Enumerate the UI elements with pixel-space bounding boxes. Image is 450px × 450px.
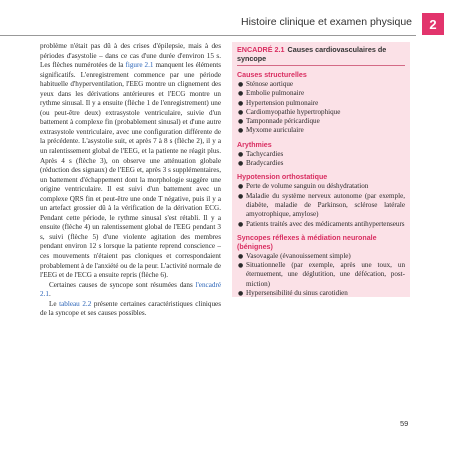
bullet-icon: ● xyxy=(238,150,244,158)
bullet-icon: ● xyxy=(238,118,244,126)
figure-2-1-link[interactable]: figure 2.1 xyxy=(125,61,154,70)
header-rule xyxy=(0,35,416,36)
tableau-2-2-link[interactable]: tableau 2.2 xyxy=(59,299,92,308)
paragraph-3-text-b: présente certaines caractéristiques cliniques de la syncope et ses causes possibles. xyxy=(40,299,221,318)
bullet-icon: ● xyxy=(238,108,244,116)
bullet-icon: ● xyxy=(238,160,244,168)
bullet-icon: ● xyxy=(238,220,244,228)
list-item: ● Tachycardies xyxy=(238,149,284,158)
section-heading-arythmies: Arythmies xyxy=(237,140,272,149)
list-item: ● Tamponnade péricardique xyxy=(238,117,320,126)
paragraph-3 xyxy=(40,300,221,319)
chapter-number-badge: 2 xyxy=(422,13,444,35)
running-header xyxy=(0,13,450,35)
list-item: ● Embolie pulmonaire xyxy=(238,89,305,98)
bullet-icon: ● xyxy=(238,262,244,270)
bullet-icon: ● xyxy=(238,99,244,107)
box-title xyxy=(237,45,405,66)
paragraph-2-text-b: . xyxy=(48,290,51,299)
list-item: ● Perte de volume sanguin ou déshydratation xyxy=(238,182,369,191)
paragraph-3-text-a: Le xyxy=(49,299,60,308)
bullet-icon: ● xyxy=(238,290,244,298)
list-structural xyxy=(237,80,405,136)
page-number: 59 xyxy=(400,419,409,428)
list-reflexes xyxy=(237,252,405,298)
list-item: ● Maladie du système nerveux autonome (par exemple, diabète, maladie de Parkinson, sclérose latérale amyotrophique, amylose) xyxy=(238,191,405,219)
section-heading-structural: Causes structurelles xyxy=(237,71,307,79)
list-item: ● Bradycardies xyxy=(238,159,284,168)
list-arythmies xyxy=(237,150,405,169)
list-orthostatique xyxy=(237,182,405,228)
list-item: ● Cardiomyopathie hypertrophique xyxy=(238,107,341,116)
bullet-icon: ● xyxy=(238,252,244,260)
list-item: ● Vasovagale (évanouissement simple) xyxy=(238,251,351,260)
paragraph-1-text-b: manquent les éléments significatifs. L'enregistrement commence par une période habituelle d'hyperventilation, l'EEG montre un clignement des yeux dans les dérivations antérieures et l'ECG montre un rythme sinusal. Il y a ensuite (flèche 1 de l'enregistrement) une (ou peut-être deux) extrasystole ventriculaire, suivie d'un battement à complexe fin (probablement sinusal) et d'une autre extrasystole ventriculaire, avec une configuration différente de la précédente. L'asystolie suit, et après 7 à 8 s (flèche 2), il y a un ralentissement global de l'EEG, et la patiente ne réagit plus. Après 4 s (flèche 3), on observe une atténuation globale (réduction des signaux) de l'EEG et, après 3 s supplémentaires, un battement d'échappement dont la morphologie suggère une origine ventriculaire. Il est suivi d'un battement avec un complexe QRS fin et peut-être une onde T négative, puis il y a un artefact grossier dû à la vérification de la dérivation ECG. Pendant cette période, le rythme sinusal s'est rétabli. Il y a ensuite (flèche 4) un ralentissement global de l'EEG pendant 3 s, suivi (flèche 5) d'une violente agitation des membres pendant environ 12 s lorsque la patiente reprend conscience – ces mouvements n'étaient pas cloniques et correspondaient probablement à de l'anxiété ou de la peur. L'activité normale de l'EEG et de l'ECG a ensuite repris (flèche 6). xyxy=(40,61,221,280)
bullet-icon: ● xyxy=(238,192,244,200)
list-item: ● Patients traités avec des médicaments antihypertenseurs xyxy=(238,219,405,228)
bullet-icon: ● xyxy=(238,127,244,135)
list-item: ● Myxome auriculaire xyxy=(238,126,304,135)
bullet-icon: ● xyxy=(238,81,244,88)
paragraph-1 xyxy=(40,42,221,281)
section-heading-reflexes: Syncopes réflexes à médiation neuronale (bénignes) xyxy=(237,233,377,251)
header-title: Histoire clinique et examen physique xyxy=(240,16,412,28)
list-item: ● Sténose aortique xyxy=(238,80,294,88)
section-heading-orthostatique: Hypotension orthostatique xyxy=(237,173,328,182)
bullet-icon: ● xyxy=(238,90,244,98)
bullet-icon: ● xyxy=(238,183,244,191)
body-text-column xyxy=(40,42,221,319)
box-label: ENCADRÉ 2.1 xyxy=(237,45,285,54)
list-item: ● Hypertension pulmonaire xyxy=(238,98,319,107)
list-item: ● Hypersensibilité du sinus carotidien xyxy=(238,289,348,298)
paragraph-2-text-a: Certaines causes de syncope sont résumées dans xyxy=(49,280,196,289)
list-item: ● Situationnelle (par exemple, après une toux, un éternuement, une déglutition, une défécation, post-miction) xyxy=(238,261,405,288)
box-title-text: Causes cardiovasculaires de syncope xyxy=(237,45,387,63)
encadre-2-1-link[interactable]: l'encadré 2.1 xyxy=(40,280,221,299)
paragraph-1-text-a: problème n'était pas dû à des crises d'épilepsie, mais à des périodes d'asystolie – dans ce cas d'une durée d'environ 15 s. Les flèches numérotées de la xyxy=(40,42,221,70)
encadre-2-1-box xyxy=(232,42,410,297)
paragraph-2 xyxy=(40,281,221,300)
